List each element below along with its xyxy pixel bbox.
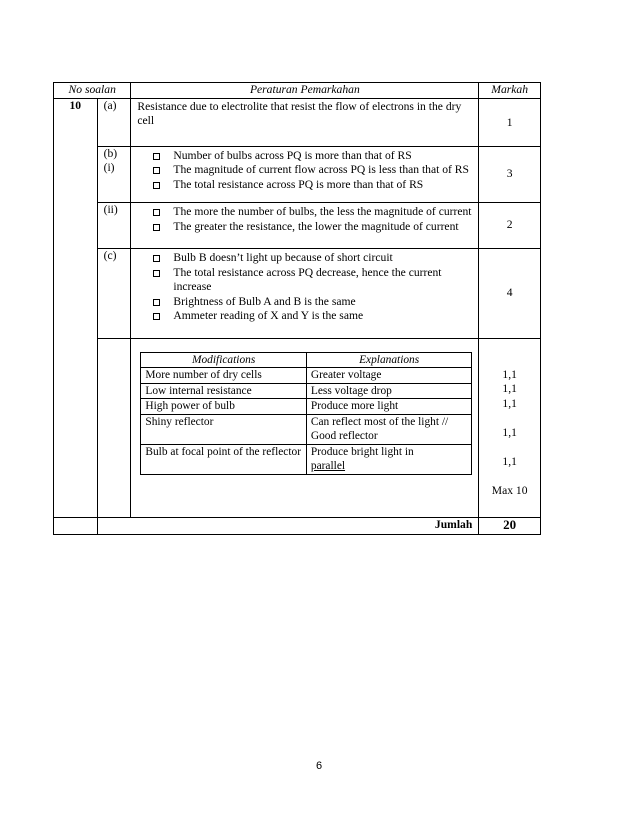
list-item: Bulb B doesn’t light up because of short circuit bbox=[153, 251, 472, 266]
mark-c: 4 bbox=[479, 249, 541, 339]
part-label-b-ii: (ii) bbox=[97, 203, 131, 249]
row-10a bbox=[54, 98, 541, 146]
row-10b-ii bbox=[54, 203, 541, 249]
part-label-i: (i) bbox=[103, 161, 115, 174]
mark-value: 1,1 bbox=[502, 396, 517, 410]
modification-cell: Shiny reflector bbox=[141, 414, 307, 444]
list-item: The total resistance across PQ is more than that of RS bbox=[153, 178, 472, 193]
part-label-d bbox=[97, 338, 131, 517]
explanation-cell: Greater voltage bbox=[306, 368, 472, 384]
answer-b-ii bbox=[131, 203, 479, 249]
mark-value: 1,1 bbox=[502, 382, 517, 395]
modification-cell: Low internal resistance bbox=[141, 383, 307, 399]
mark-max: Max 10 bbox=[491, 483, 528, 497]
list-item: The total resistance across PQ decrease, hence the current increase bbox=[153, 266, 472, 295]
header-explanations: Explanations bbox=[306, 352, 472, 368]
modification-cell: Bulb at focal point of the reflector bbox=[141, 444, 307, 474]
list-item: Ammeter reading of X and Y is the same bbox=[153, 309, 472, 324]
marks-d bbox=[479, 338, 541, 517]
mark-b-i: 3 bbox=[479, 146, 541, 203]
mark-b-ii: 2 bbox=[479, 203, 541, 249]
mark-value: 1,1 bbox=[502, 454, 517, 468]
answer-b-i bbox=[131, 146, 479, 203]
header-marking-rules: Peraturan Pemarkahan bbox=[131, 83, 479, 99]
part-label-a: (a) bbox=[97, 98, 131, 146]
table-row bbox=[141, 399, 472, 415]
list-item: The more the number of bulbs, the less the magnitude of current bbox=[153, 205, 472, 220]
part-label-b: (b) bbox=[103, 146, 118, 160]
answer-a: Resistance due to electrolite that resist the flow of electrons in the dry cell bbox=[131, 98, 479, 146]
answer-d bbox=[131, 338, 479, 517]
explanation-line-underlined: parallel bbox=[310, 460, 346, 472]
header-question-no: No soalan bbox=[54, 83, 131, 99]
mark-value: 1,1 bbox=[502, 425, 517, 439]
mark-a: 1 bbox=[479, 98, 541, 146]
list-item: Brightness of Bulb A and B is the same bbox=[153, 295, 472, 310]
explanation-line: Produce bright light in bbox=[310, 445, 414, 458]
marking-scheme-table bbox=[53, 82, 541, 535]
total-row bbox=[54, 517, 541, 534]
table-row bbox=[141, 444, 472, 474]
header-modifications: Modifications bbox=[141, 352, 307, 368]
inner-header-row bbox=[141, 352, 472, 368]
row-10d bbox=[54, 338, 541, 517]
table-row bbox=[141, 414, 472, 444]
table-row bbox=[141, 368, 472, 384]
explanation-cell: Less voltage drop bbox=[306, 383, 472, 399]
header-marks: Markah bbox=[479, 83, 541, 99]
mark-value: 1,1 bbox=[502, 367, 517, 381]
table-row bbox=[141, 383, 472, 399]
list-item: The greater the resistance, the lower the magnitude of current bbox=[153, 220, 472, 235]
question-number: 10 bbox=[54, 98, 98, 517]
row-10b-i bbox=[54, 146, 541, 203]
modifications-table bbox=[140, 352, 472, 475]
part-label-c: (c) bbox=[97, 249, 131, 339]
part-label-b-i bbox=[97, 146, 131, 203]
page-number: 6 bbox=[315, 760, 323, 772]
modification-cell: High power of bulb bbox=[141, 399, 307, 415]
header-row bbox=[54, 83, 541, 99]
explanation-cell bbox=[306, 444, 472, 474]
list-item: The magnitude of current flow across PQ is less than that of RS bbox=[153, 163, 472, 178]
explanation-cell: Can reflect most of the light // Good reflector bbox=[306, 414, 472, 444]
list-item: Number of bulbs across PQ is more than that of RS bbox=[153, 149, 472, 164]
modification-cell: More number of dry cells bbox=[141, 368, 307, 384]
explanation-cell: Produce more light bbox=[306, 399, 472, 415]
row-10c bbox=[54, 249, 541, 339]
total-label: Jumlah bbox=[97, 517, 479, 534]
total-value: 20 bbox=[479, 517, 541, 534]
answer-c bbox=[131, 249, 479, 339]
